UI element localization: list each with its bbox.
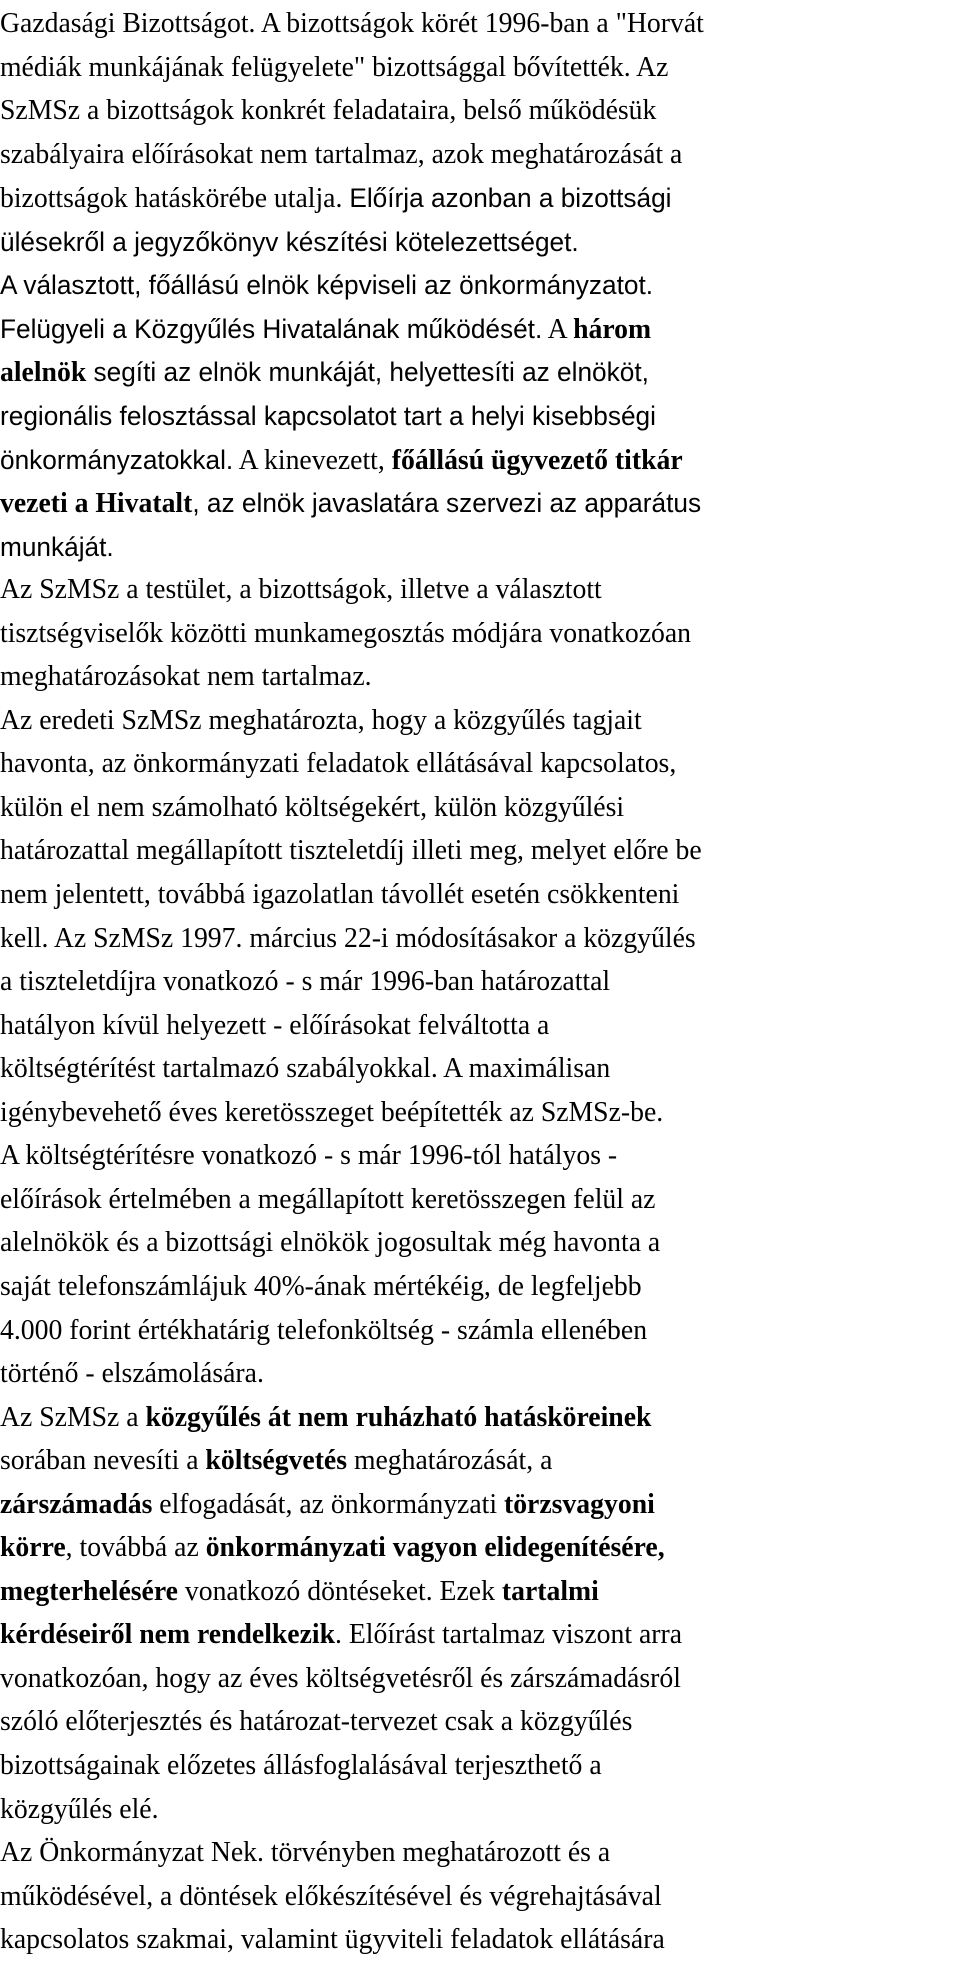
text-line [0,394,950,438]
bold-text: alelnök [0,357,87,389]
text-run: vonatkozó döntéseket. Ezek [177,1575,502,1607]
text-line [0,46,950,90]
text-line [0,350,950,394]
text-run: igénybevehető éves keretösszeget beépítették az SzMSz-be. [0,1096,664,1128]
text-run: közgyűlés elé. [0,1793,159,1825]
text-run: , az elnök javaslatára szervezi az apparátus [192,488,702,519]
text-line [0,133,950,177]
text-run: költségtérítést tartalmazó szabályokkal. A maximálisan [0,1053,611,1085]
text-run: , továbbá az [65,1532,206,1564]
text-run: szabályaira előírásokat nem tartalmaz, azok meghatározását a [0,138,683,170]
text-run: segíti az elnök munkáját, helyettesíti az elnököt, [86,357,649,388]
text-run: Az eredeti SzMSz meghatározta, hogy a közgyűlés tagjait [0,704,642,736]
text-run: Felügyeli a Közgyűlés Hivatalának működését. [0,313,543,344]
text-run: havonta, az önkormányzati feladatok ellátásával kapcsolatos, [0,748,677,780]
text-line [0,1439,950,1483]
text-run: alelnökök és a bizottsági elnökök jogosultak még havonta a [0,1227,661,1259]
bold-text: kérdéseiről nem rendelkezik [0,1619,336,1651]
bold-text: törzsvagyoni [503,1488,655,1520]
text-line [0,1178,950,1222]
text-line [0,568,950,612]
text-line [0,220,950,264]
bold-text: zárszámadás [0,1488,153,1520]
text-run: működésével, a döntések előkészítésével és végrehajtásával [0,1880,662,1912]
text-line [0,829,950,873]
text-line [0,655,950,699]
bold-text: körre [0,1532,66,1564]
text-line [0,742,950,786]
text-run: tisztségviselők közötti munkamegosztás módjára vonatkozóan [0,617,692,649]
bold-text: három [573,313,652,345]
text-run: Előírja azonban a bizottsági [349,183,672,214]
text-run: önkormányzatokkal. [0,444,234,475]
text-line [0,786,950,830]
text-line [0,1570,950,1614]
bold-text: megterhelésére [0,1575,178,1607]
text-run: kapcsolatos szakmai, valamint ügyviteli feladatok ellátására [0,1924,665,1956]
text-line [0,438,950,482]
text-line [0,1265,950,1309]
text-run: előírások értelmében a megállapított keretösszegen felül az [0,1183,656,1215]
text-line [0,1091,950,1135]
text-line [0,1875,950,1919]
text-line [0,1613,950,1657]
text-line [0,2,950,46]
text-line [0,89,950,133]
text-run: Gazdasági Bizottságot. A bizottságok körét 1996-ban a "Horvát [0,8,704,39]
text-line [0,1918,950,1962]
text-line [0,1526,950,1570]
text-run: a tiszteletdíjra vonatkozó - s már 1996-ban határozattal [0,966,611,998]
text-run: Az Önkormányzat Nek. törvényben meghatározott és a [0,1837,611,1869]
bold-text: vezeti a Hivatalt [0,488,193,520]
text-line [0,263,950,307]
text-line [0,307,950,351]
bold-text: önkormányzati vagyon elidegenítésére, [205,1532,665,1564]
text-line [0,699,950,743]
text-run: történő - elszámolására. [0,1358,264,1390]
text-line [0,1483,950,1527]
text-run: . Előírást tartalmaz viszont arra [335,1619,683,1651]
text-line [0,481,950,525]
text-run: sorában nevesíti a [0,1445,206,1477]
bold-text: költségvetés [205,1445,348,1477]
bold-text: tartalmi [501,1575,599,1607]
text-run: Az SzMSz a [0,1401,146,1433]
text-run: elfogadását, az önkormányzati [152,1488,504,1520]
text-run: 4.000 forint értékhatárig telefonköltség - számla ellenében [0,1314,648,1346]
text-line [0,525,950,569]
text-run: ülésekről a jegyzőkönyv készítési kötelezettséget. [0,226,579,257]
text-run: hatályon kívül helyezett - előírásokat felváltotta a [0,1009,550,1041]
bold-text: főállású ügyvezető titkár [391,444,683,476]
text-run: A kinevezett, [233,444,392,476]
text-line [0,1657,950,1701]
text-line [0,176,950,220]
text-run: vonatkozóan, hogy az éves költségvetésről és zárszámadásról [0,1662,681,1694]
text-line [0,873,950,917]
text-line [0,1309,950,1353]
text-line [0,1352,950,1396]
bold-text: közgyűlés át nem ruházható hatásköreinek [145,1401,652,1433]
text-run: A költségtérítésre vonatkozó - s már 1996-tól hatályos - [0,1140,618,1172]
text-run: A [542,313,574,345]
text-run: külön el nem számolható költségekért, külön közgyűlési [0,791,625,823]
text-line [0,1004,950,1048]
text-run: bizottságainak előzetes állásfoglalásával terjeszthető a [0,1750,602,1781]
text-run: bizottságok hatáskörébe utalja. [0,183,350,215]
text-run: munkáját. [0,531,114,562]
text-line [0,1788,950,1832]
text-line [0,1744,950,1788]
text-line [0,1396,950,1440]
text-line [0,1700,950,1744]
text-run: meghatározását, a [347,1445,553,1477]
text-run: határozattal megállapított tiszteletdíj illeti meg, melyet előre be [0,835,702,867]
text-run: meghatározásokat nem tartalmaz. [0,661,372,693]
text-run: kell. Az SzMSz 1997. március 22-i módosításakor a közgyűlés [0,922,696,954]
text-run: szóló előterjesztés és határozat-tervezet csak a közgyűlés [0,1706,633,1738]
text-run: regionális felosztással kapcsolatot tart a helyi kisebbségi [0,400,656,431]
text-line [0,1134,950,1178]
text-line [0,917,950,961]
text-line [0,612,950,656]
text-line [0,1831,950,1875]
text-run: saját telefonszámlájuk 40%-ának mértékéig, de legfeljebb [0,1270,642,1302]
text-run: A választott, főállású elnök képviseli az önkormányzatot. [0,270,654,301]
text-run: SzMSz a bizottságok konkrét feladataira, belső működésük [0,95,657,127]
text-run: nem jelentett, továbbá igazolatlan távollét esetén csökkenteni [0,879,680,910]
text-line [0,960,950,1004]
text-line [0,1047,950,1091]
text-line [0,1221,950,1265]
text-run: Az SzMSz a testület, a bizottságok, illetve a választott [0,574,602,606]
text-run: médiák munkájának felügyelete" bizottsággal bővítették. Az [0,51,669,83]
